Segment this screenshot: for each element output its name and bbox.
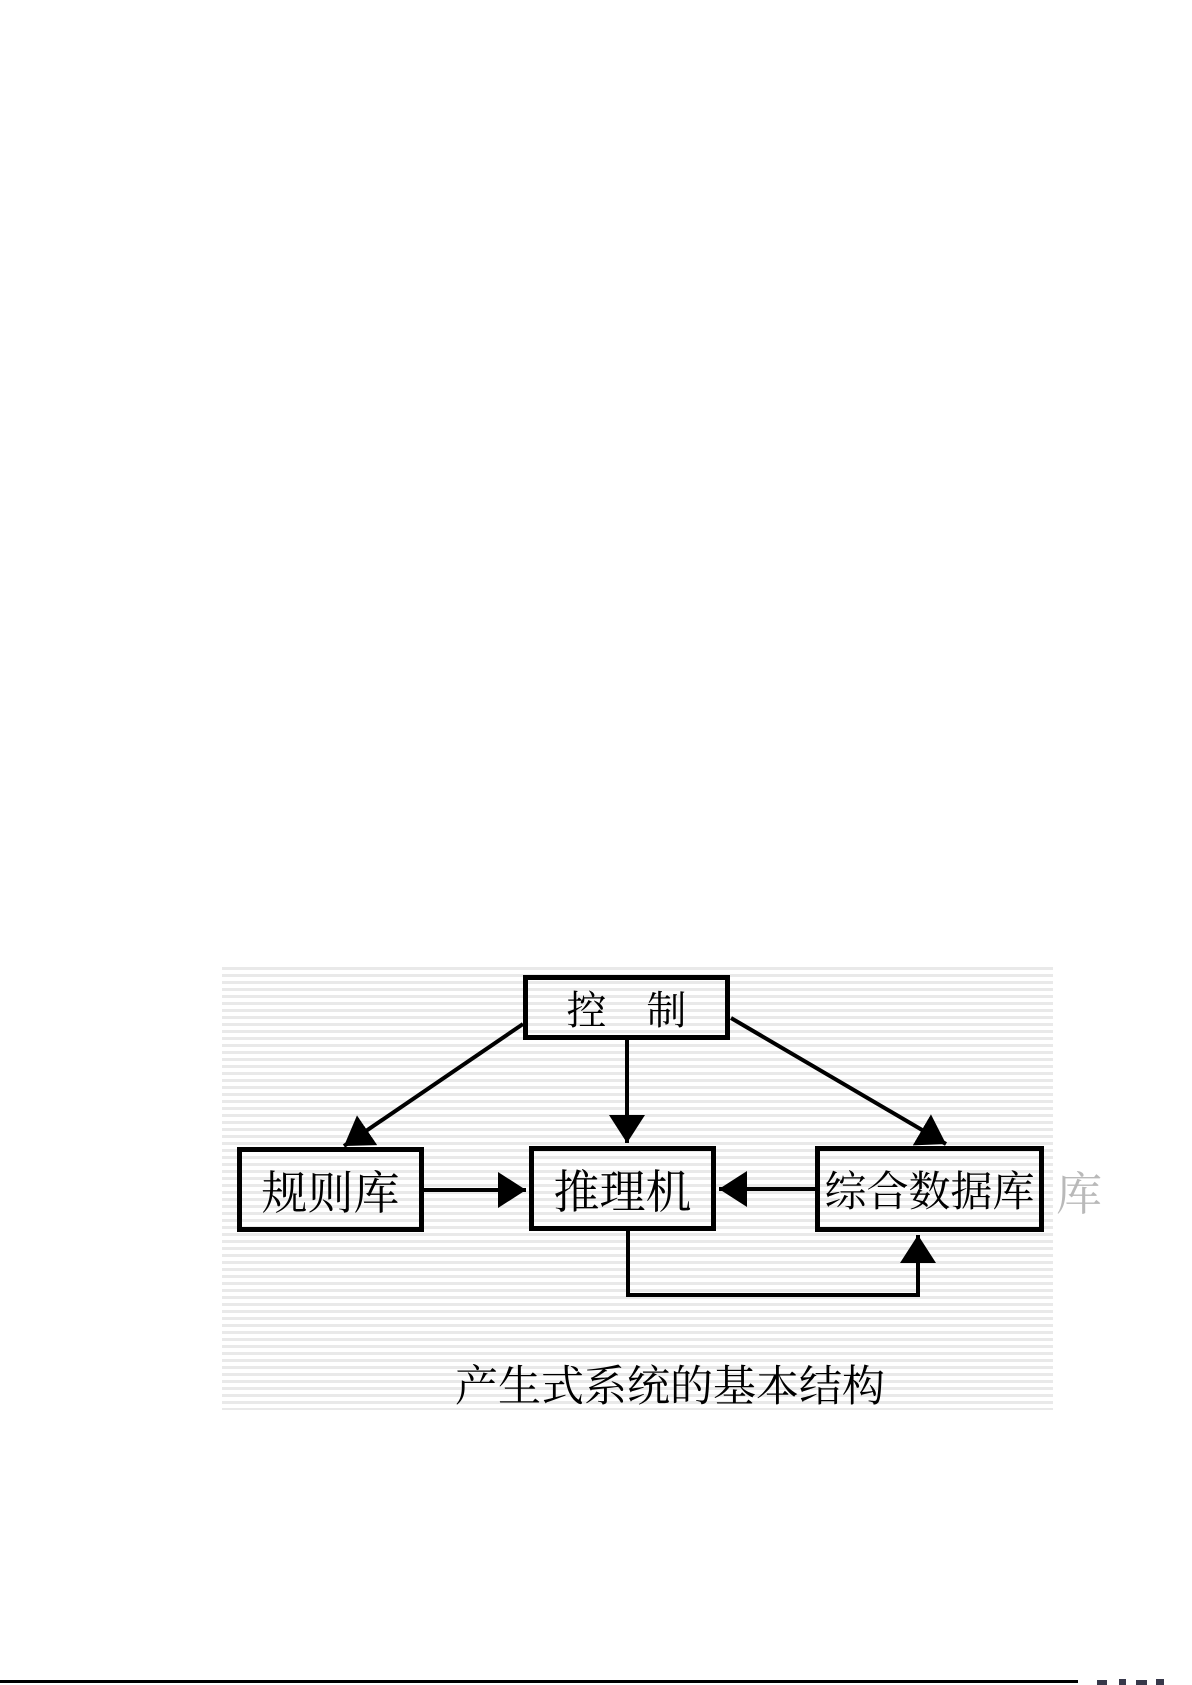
node-rule-base [237, 1147, 424, 1232]
node-database [815, 1146, 1044, 1232]
node-inference-engine [529, 1146, 716, 1231]
cutoff-text-fragment [1097, 1680, 1107, 1685]
ghost-artifact-text: 库 [1056, 1169, 1102, 1220]
diagram-caption: 产生式系统的基本结构 [455, 1364, 885, 1411]
cutoff-text-fragment [1119, 1679, 1126, 1685]
node-control [523, 975, 730, 1040]
node-control-label: 控 制 [566, 988, 687, 1033]
node-inference-engine-label: 推理机 [553, 1166, 692, 1218]
cutoff-text-fragment [1156, 1679, 1164, 1685]
node-database-label: 综合数据库 [824, 1170, 1035, 1216]
footer-rule-cutoff [0, 1680, 1078, 1683]
cutoff-text-fragment [1136, 1680, 1147, 1685]
node-rule-base-label: 规则库 [261, 1167, 400, 1219]
